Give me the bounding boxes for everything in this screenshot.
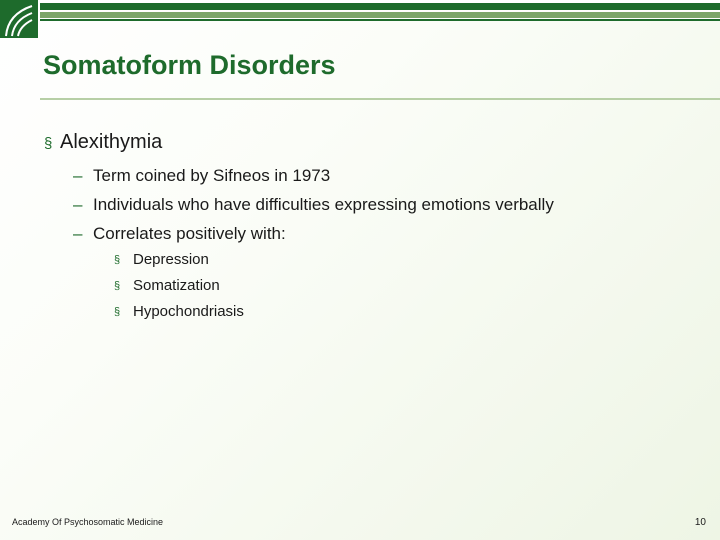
sub-bullet-text: Correlates positively with:: [93, 224, 286, 243]
header-stripe-light: [40, 12, 720, 18]
bullet-marker: §: [114, 306, 121, 318]
bullet-marker: §: [114, 254, 121, 266]
academy-logo-icon: [0, 0, 38, 38]
bullet-text: Alexithymia: [60, 131, 163, 153]
sub-bullet-text: Individuals who have difficulties expressing emotions verbally: [93, 195, 554, 214]
dash-marker: –: [73, 195, 83, 214]
list-item-hypochondriasis: [114, 303, 244, 320]
sub-bullet-individuals: [73, 195, 554, 215]
bullet-marker: §: [44, 135, 53, 152]
slide-title: Somatoform Disorders: [43, 50, 336, 80]
list-item-somatization: [114, 277, 220, 294]
list-item-depression: [114, 251, 209, 268]
footer-organization: Academy Of Psychosomatic Medicine: [12, 517, 164, 527]
page-number: 10: [694, 517, 706, 528]
list-item-text: Somatization: [133, 277, 220, 294]
list-item-text: Hypochondriasis: [133, 303, 244, 320]
dash-marker: –: [73, 224, 83, 243]
title-divider: [40, 98, 720, 100]
bullet-alexithymia: [44, 131, 162, 154]
sub-bullet-text: Term coined by Sifneos in 1973: [93, 166, 331, 185]
header-stripe-thin: [40, 19, 720, 21]
dash-marker: –: [73, 166, 83, 185]
header-stripe-dark: [40, 3, 720, 10]
bullet-marker: §: [114, 280, 121, 292]
sub-bullet-term: [73, 166, 330, 186]
sub-bullet-correlates: [73, 224, 286, 244]
list-item-text: Depression: [133, 251, 209, 268]
